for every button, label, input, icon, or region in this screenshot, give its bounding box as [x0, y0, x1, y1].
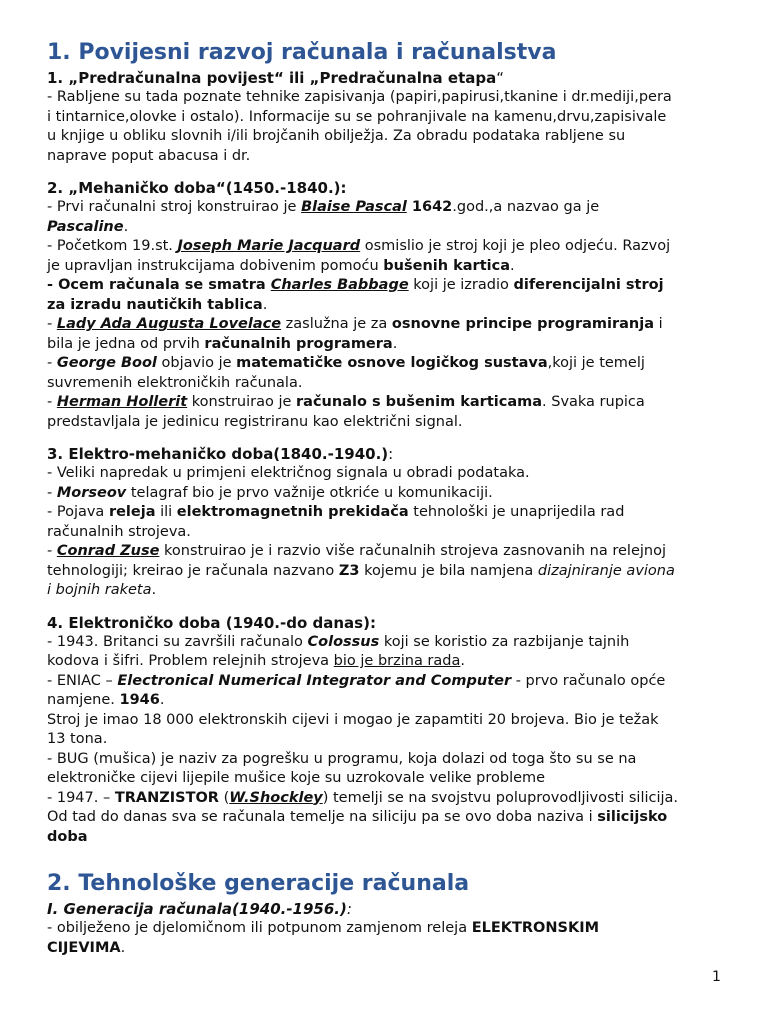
lovelace-line-2: bila je jedna od prvih računalnih programera. — [47, 335, 398, 352]
document-content — [47, 38, 727, 958]
section-1-line: - Rabljene su tada poznate tehnike zapisivanja (papiri,papirusi,tkanine i dr.mediji,pera — [47, 89, 672, 105]
colossus-line-2: kodova i šifri. Problem relejnih strojeva bio je brzina rada. — [47, 653, 465, 669]
eniac-line-2: namjene. 1946. — [47, 692, 165, 708]
bug-line: - BUG (mušica) je naziv za pogrešku u programu, koja dolazi od toga što su se na — [47, 750, 637, 767]
zuse-line-2: tehnologiji; kreirao je računala nazvano Z3 kojemu je bila namjena dizajniranje aviona — [47, 562, 675, 579]
generation-1-title: I. Generacija računala(1940.-1956.): — [47, 900, 352, 918]
section-1-line: naprave poput abacusa i dr. — [47, 147, 251, 164]
section-1-title: 1. „Predračunalna povijest“ ili „Predračunalna etapa“ — [47, 69, 504, 87]
babbage-line-2: za izradu nautičkih tablica. — [47, 296, 268, 313]
name-hollerit: Herman Hollerit — [56, 394, 188, 410]
tranzistor-line: - 1947. – TRANZISTOR (W.Shockley) temelji se na svojstvu poluprovodljivosti silicija. — [47, 789, 679, 806]
name-bool: George Bool — [56, 355, 157, 371]
name-lovelace: Lady Ada Augusta Lovelace — [56, 316, 282, 332]
eniac-line-3: Stroj je imao 18 000 elektronskih cijevi i mogao je zapamtiti 20 brojeva. Bio je težak — [47, 711, 659, 728]
name-shockley: W.Shockley — [229, 789, 323, 806]
hollerit-line-2: predstavljala je jedinicu registriranu kao električni signal. — [47, 413, 463, 430]
morse-line: - Morseov telagraf bio je prvo važnije otkriće u komunikaciji. — [47, 484, 493, 501]
page-number: 1 — [712, 969, 721, 985]
section-4-title: 4. Elektroničko doba (1940.-do danas): — [47, 613, 376, 632]
section-3-line: - Veliki napredak u primjeni električnog signala u obradi podataka. — [47, 465, 530, 481]
bool-line: - George Bool objavio je matematičke osnove logičkog sustava,koji je temelj — [47, 355, 645, 371]
pascal-line: - Prvi računalni stroj konstruirao je Blaise Pascal 1642.god.,a nazvao ga je — [47, 199, 600, 215]
tranzistor-line-2: Od tad do danas sva se računala temelje na siliciju pa se ovo doba naziva i silicijsko — [47, 809, 668, 825]
heading-2: 2. Tehnološke generacije računala — [47, 871, 470, 896]
name-babbage: Charles Babbage — [270, 277, 409, 293]
name-jacquard: Joseph Marie Jacquard — [177, 238, 361, 254]
name-morse: Morseov — [56, 484, 127, 501]
section-1-line: i tintarnice,olovke i ostalo). Informacije su se pohranjivale na kamenu,drvu,zapisivale — [47, 108, 667, 125]
zuse-line: - Conrad Zuse konstruirao je i razvio više računalnih strojeva zasnovanih na relejnoj — [47, 543, 666, 559]
jacquard-line: - Početkom 19.st. Joseph Marie Jacquard osmislio je stroj koji je pleo odjeću. Razvoj — [47, 238, 671, 254]
pascal-line-2: Pascaline. — [47, 218, 129, 235]
lovelace-line: - Lady Ada Augusta Lovelace zaslužna je za osnovne principe programiranja i — [47, 316, 663, 332]
generation-1-line: - obilježeno je djelomičnom ili potpunom zamjenom releja ELEKTRONSKIM — [47, 920, 600, 936]
bool-line-2: suvremenih elektroničkih računala. — [47, 374, 303, 391]
section-2-title: 2. „Mehaničko doba“(1450.-1840.): — [47, 179, 347, 197]
jacquard-line-2: je upravljan instrukcijama dobivenim pomoću bušenih kartica. — [47, 257, 515, 274]
eniac-line-4: 13 tona. — [47, 731, 108, 747]
name-pascal: Blaise Pascal — [301, 199, 407, 215]
bug-line-2: elektroničke cijevi lijepile mušice koje su uzrokovale velike probleme — [47, 770, 546, 786]
section-1-line: u knjige u obliku slovnih i/ili brojčanih obilježja. Za obradu podataka rabljene su — [47, 128, 626, 144]
zuse-line-3: i bojnih raketa. — [47, 582, 157, 598]
releji-line-2: računalnih strojeva. — [47, 523, 191, 540]
hollerit-line: - Herman Hollerit konstruirao je računalo s bušenim karticama. Svaka rupica — [47, 394, 645, 410]
colossus-line: - 1943. Britanci su završili računalo Colossus koji se koristio za razbijanje tajnih — [47, 633, 630, 650]
releji-line: - Pojava releja ili elektromagnetnih prekidača tehnološki je unaprijedila rad — [47, 504, 625, 520]
generation-1-line-2: CIJEVIMA. — [47, 939, 126, 956]
tranzistor-line-3: doba — [47, 828, 88, 845]
heading-1: 1. Povijesni razvoj računala i računalstva — [47, 40, 557, 65]
babbage-line: - Ocem računala se smatra Charles Babbage koji je izradio diferencijalni stroj — [47, 277, 664, 293]
name-zuse: Conrad Zuse — [56, 543, 160, 559]
section-3-title: 3. Elektro-mehaničko doba(1840.-1940.): — [47, 445, 394, 463]
eniac-line: - ENIAC – Electronical Numerical Integrator and Computer - prvo računalo opće — [47, 672, 666, 689]
